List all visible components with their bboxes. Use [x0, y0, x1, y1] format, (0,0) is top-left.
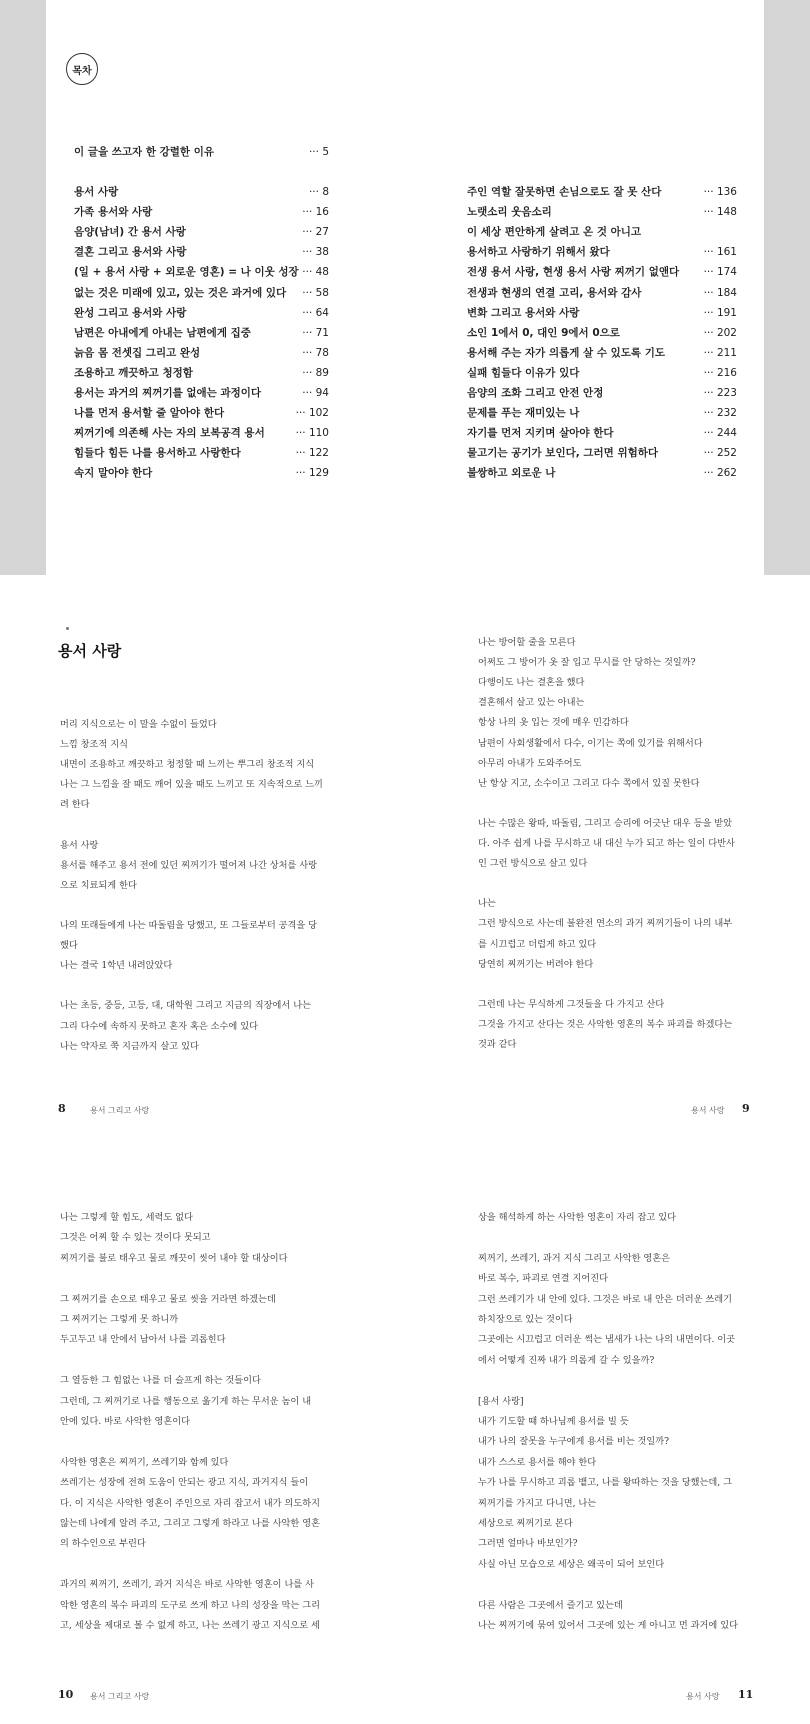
toc-entry: [74, 184, 329, 200]
toc-entry-page: ··· 202: [703, 326, 737, 339]
toc-entry-page: ··· 102: [295, 407, 329, 420]
body-line: 그 찌꺼기를 손으로 태우고 물로 씻을 거라면 하겠는데: [60, 1293, 276, 1305]
body-line: 나는 그렇게 할 힘도, 세력도 없다: [60, 1212, 193, 1223]
body-line: [용서 사랑]: [478, 1395, 524, 1407]
toc-entry: [74, 224, 329, 240]
toc-entry-title: 없는 것은 미래에 있고, 있는 것은 과거에 있다: [74, 286, 287, 299]
toc-entry-page: ··· 71: [302, 326, 329, 339]
body-line: 으로 치료되게 한다: [60, 879, 137, 891]
toc-entry-title: 노랫소리 웃음소리: [467, 206, 552, 219]
body-line: 찌꺼기, 쓰레기, 과거 지식 그리고 사악한 영혼은: [478, 1252, 670, 1264]
toc-entry-page: ··· 27: [302, 226, 329, 239]
toc-entry-title: 나를 먼저 용서할 줄 알아야 한다: [74, 407, 225, 420]
toc-entry: [74, 345, 329, 361]
page-margin-right: [764, 0, 810, 575]
body-line: 바로 복수, 파괴로 연결 지어진다: [478, 1273, 608, 1285]
toc-entry-title: 용서는 과거의 찌꺼기를 없애는 과정이다: [74, 387, 262, 399]
body-line: 느낌 창조적 지식: [60, 739, 128, 751]
body-line: 과거의 찌꺼기, 쓰레기, 과거 지식은 바로 사악한 영혼이 나를 사: [60, 1579, 315, 1591]
toc-entry-title: 실패 힘들다 이유가 있다: [467, 366, 580, 379]
body-line: 그런 쓰레기가 내 안에 있다. 그것은 바로 내 안은 더러운 쓰레기: [478, 1293, 733, 1305]
body-line: 나는: [478, 898, 496, 910]
toc-entry-title: 음양(남녀) 간 용서 사랑: [74, 226, 186, 239]
body-line: 아무리 아내가 도와주어도: [478, 757, 582, 769]
page-number-8: 8: [58, 1102, 66, 1115]
body-line: 안에 있다. 바로 사악한 영혼이다: [60, 1416, 190, 1427]
toc-entry: [74, 285, 329, 301]
toc-entry-title: (일 + 용서 사랑 + 외로운 영혼) = 나 이웃 성장: [74, 266, 299, 279]
body-line: 다른 사람은 그곳에서 즐기고 있는데: [478, 1599, 623, 1611]
toc-entry-page: ··· 174: [703, 266, 737, 279]
toc-entry-title: 전생과 현생의 연결 고리, 용서와 감사: [467, 286, 642, 299]
body-line: 를 시끄럽고 더럽게 하고 있다: [478, 938, 597, 950]
toc-entry: [467, 405, 737, 421]
toc-entry-title: 결혼 그리고 용서와 사랑: [74, 246, 187, 259]
toc-entry-title: 힘들다 힘든 나를 용서하고 사랑한다: [74, 447, 241, 460]
toc-entry-page: ··· 244: [703, 427, 737, 440]
toc-entry: [74, 305, 329, 321]
page-number-9: 9: [742, 1102, 750, 1115]
toc-entry-page: ··· 110: [295, 427, 329, 440]
toc-entry: [74, 365, 329, 381]
toc-entry-title: 완성 그리고 용서와 사랑: [74, 306, 187, 319]
toc-entry: [74, 325, 329, 341]
toc-entry-title: 변화 그리고 용서와 사랑: [467, 306, 580, 319]
body-line: 나는 방어할 줄을 모른다: [478, 637, 576, 648]
toc-entry-title: 이 세상 편안하게 살려고 온 것 아니고: [467, 226, 642, 239]
toc-entry: [74, 445, 329, 461]
toc-entry-page: ··· 89: [302, 366, 329, 379]
body-line: 하치장으로 있는 것이다: [478, 1314, 573, 1325]
toc-entry: [467, 305, 737, 321]
running-head-right-2: 용서 사랑: [686, 1692, 720, 1701]
toc-entry-page: ··· 16: [302, 206, 329, 219]
toc-entry: [467, 264, 737, 280]
toc-entry-title: 찌꺼기에 의존해 사는 자의 보복공격 용서: [74, 427, 265, 440]
body-line: 두고두고 내 안에서 남아서 나를 괴롭힌다: [60, 1334, 226, 1346]
body-line: 그 열등한 그 힘없는 나를 더 슬프게 하는 것들이다: [60, 1375, 261, 1387]
running-head-left-2: 용서 그리고 사랑: [90, 1692, 150, 1701]
body-line: 나는 초등, 중등, 고등, 대, 대학원 그리고 지금의 직장에서 나는: [60, 1000, 311, 1012]
body-line: 남편이 사회생활에서 다수, 이기는 쪽에 있기를 위해서다: [478, 737, 703, 749]
body-line: 그것을 가지고 산다는 것은 사악한 영혼의 복수 파괴를 하겠다는: [478, 1018, 733, 1030]
body-line: 그런데, 그 찌꺼기로 나를 행동으로 옮기게 하는 무서운 놈이 내: [60, 1395, 312, 1407]
body-line: 의 하수인으로 부린다: [60, 1538, 146, 1550]
body-line: 다. 아주 쉽게 나를 무시하고 내 대신 누가 되고 하는 일이 다반사: [478, 838, 735, 849]
body-line: 내가 나의 잘못을 누구에게 용서를 비는 것일까?: [478, 1436, 670, 1448]
toc-entry: [74, 465, 329, 481]
body-line: 쓰레기는 성장에 전혀 도움이 안되는 광고 지식, 과거지식 들이: [60, 1477, 309, 1489]
toc-entry-page: ··· 38: [302, 246, 329, 259]
body-line: 나는 약자로 쭉 지금까지 살고 있다: [60, 1040, 199, 1052]
body-line: 악한 영혼의 복수 파괴의 도구로 쓰게 하고 나의 성장을 막는 그리: [60, 1599, 320, 1611]
body-line: 나의 또래들에게 나는 따돌림을 당했고, 또 그들로부터 공격을 당: [60, 920, 318, 931]
body-line: 나는 결국 1학년 내려앉았다: [60, 960, 173, 972]
body-line: 그런데 나는 무식하게 그것들을 다 가지고 산다: [478, 998, 665, 1010]
body-line: 사악한 영혼은 찌꺼기, 쓰레기와 함께 있다: [60, 1456, 229, 1468]
toc-entry-title: 용서하고 사랑하기 위해서 왔다: [467, 246, 610, 259]
toc-entry-page: ··· 223: [703, 387, 737, 399]
toc-entry-page: ··· 122: [295, 447, 329, 460]
toc-entry-title: 주인 역할 잘못하면 손님으로도 잘 못 산다: [467, 186, 662, 198]
toc-entry: [74, 425, 329, 441]
toc-entry-title: 불쌍하고 외로운 나: [467, 467, 556, 480]
toc-entry: [467, 445, 737, 461]
body-line: 내가 기도할 때 하나님께 용서를 빌 듯: [478, 1416, 629, 1427]
toc-entry-page: ··· 148: [703, 206, 737, 219]
body-line: 내면이 조용하고 깨끗하고 청정할 때 느끼는 뿌그리 창조적 지식: [60, 759, 315, 771]
chapter-title: 용서 사랑: [58, 642, 122, 660]
body-line: 다. 이 지식은 사악한 영혼이 주인으로 자리 잡고서 내가 의도하지: [60, 1497, 320, 1509]
toc-entry-title: 늙음 몸 전셋집 그리고 완성: [74, 346, 201, 359]
toc-entry-page: ··· 78: [302, 346, 329, 359]
body-line: 난 항상 지고, 소수이고 그리고 다수 쪽에서 있질 못한다: [478, 777, 700, 789]
toc-entry: [74, 385, 329, 401]
toc-entry-page: ··· 191: [703, 306, 737, 319]
body-line: 찌꺼기를 불로 태우고 물로 깨끗이 씻어 내야 할 대상이다: [60, 1252, 288, 1264]
body-line: 당연히 찌꺼기는 버려야 한다: [478, 958, 594, 970]
toc-entry-page: ··· 232: [703, 407, 737, 420]
body-line: 내가 스스로 용서를 해야 한다: [478, 1456, 597, 1468]
toc-entry: [467, 184, 737, 200]
toc-entry-title: 문제를 푸는 재미있는 나: [467, 407, 580, 420]
body-line: 다행이도 나는 결혼을 했다: [478, 677, 585, 689]
body-line: 누가 나를 무시하고 괴롭 뱉고, 나를 왕따하는 것을 당했는데, 그: [478, 1477, 733, 1489]
toc-entry-title: 용서해 주는 자가 의롭게 살 수 있도록 기도: [467, 346, 666, 359]
toc-entry: [467, 385, 737, 401]
body-line: 나는 그 느낌을 잘 때도 깨어 있을 때도 느끼고 또 지속적으로 느끼: [60, 779, 323, 791]
body-line: 찌꺼기를 가지고 다니면, 나는: [478, 1497, 597, 1509]
body-line: 그곳에는 시끄럽고 더러운 썩는 냄새가 나는 나의 내면이다. 이곳: [478, 1334, 736, 1346]
toc-entry-page: ··· 5: [308, 146, 329, 158]
toc-entry-title: 남편은 아내에게 아내는 남편에게 집중: [74, 326, 251, 339]
body-line: 용서를 해주고 용서 전에 있던 찌꺼기가 떨어져 나간 상처를 사랑: [60, 859, 318, 871]
running-head-right: 용서 사랑: [691, 1106, 725, 1115]
body-line: 머리 지식으로는 이 말을 수없이 들었다: [60, 719, 217, 730]
toc-entry-title: 물고기는 공기가 보인다, 그러면 위험하다: [467, 447, 659, 460]
toc-entry-page: ··· 94: [302, 387, 329, 399]
toc-entry-page: ··· 161: [703, 246, 737, 259]
body-line: 어쩌도 그 방어가 옷 잘 입고 무시를 안 당하는 것일까?: [478, 657, 696, 669]
toc-entry: [467, 285, 737, 301]
toc-entry: [74, 204, 329, 220]
body-line: 나는 수많은 왕따, 따돌림, 그리고 승리에 어긋난 대우 등을 받았: [478, 817, 733, 829]
toc-entry-title: 속지 말아야 한다: [74, 467, 153, 480]
page-number-10: 10: [58, 1688, 74, 1701]
toc-entry-title: 전생 용서 사랑, 현생 용서 사랑 찌꺼기 없앤다: [467, 266, 680, 279]
toc-entry-title: 조용하고 깨끗하고 청정함: [74, 366, 193, 379]
body-line: 고, 세상을 제대로 볼 수 없게 하고, 나는 쓰레기 광고 지식으로 세: [60, 1620, 320, 1631]
page-number-11: 11: [738, 1688, 754, 1701]
body-line: 않는데 나에게 알려 주고, 그리고 그렇게 하라고 나를 사악한 영혼: [60, 1518, 320, 1529]
toc-entry-page: ··· 262: [703, 467, 737, 480]
toc-entry: [467, 325, 737, 341]
toc-entry: [74, 244, 329, 260]
body-line: 것과 같다: [478, 1039, 517, 1050]
body-line: 그 찌꺼기는 그렇게 못 하니까: [60, 1314, 179, 1325]
toc-entry: [467, 465, 737, 481]
toc-entry-page: ··· 252: [703, 447, 737, 460]
body-line: 세상으로 찌꺼기로 본다: [478, 1518, 573, 1529]
body-line: 나는 찌꺼기에 묶여 있어서 그곳에 있는 게 아니고 먼 과거에 있다: [478, 1620, 738, 1631]
body-line: 그것은 어찌 할 수 있는 것이다 못되고: [60, 1232, 211, 1244]
body-line: 에서 어떻게 진짜 내가 의롭게 갈 수 있을까?: [478, 1354, 655, 1366]
body-line: 했다: [60, 940, 78, 952]
toc-entry: [467, 224, 737, 240]
toc-entry-page: ··· 8: [308, 186, 329, 198]
toc-entry-page: ··· 211: [703, 346, 737, 359]
toc-entry: [467, 425, 737, 441]
body-line: 결혼해서 살고 있는 아내는: [478, 697, 585, 709]
toc-entry-page: ··· 129: [295, 467, 329, 480]
toc-entry-page: ··· 48: [302, 266, 329, 279]
toc-entry: [74, 264, 329, 280]
page-margin-left: [0, 0, 46, 575]
toc-entry-page: ··· 58: [302, 286, 329, 299]
toc-entry-title: 자기를 먼저 지키며 살아야 한다: [467, 427, 614, 440]
toc-entry-title: 음양의 조화 그리고 안전 안정: [467, 387, 604, 399]
body-line: 인 그런 방식으로 살고 있다: [478, 858, 588, 870]
toc-entry-title: 용서 사랑: [74, 186, 119, 198]
toc-entry-title: 소인 1에서 0, 대인 9에서 0으로: [467, 326, 620, 339]
toc-entry-page: ··· 216: [703, 366, 737, 379]
body-line: 사실 아닌 모습으로 세상은 왜곡이 되어 보인다: [478, 1558, 665, 1570]
body-line: 려 한다: [60, 799, 90, 811]
toc-entry-title: 이 글을 쓰고자 한 강렬한 이유: [74, 146, 214, 158]
toc-entry: [467, 204, 737, 220]
toc-entry-title: 가족 용서와 사랑: [74, 206, 153, 219]
toc-entry: [74, 144, 329, 160]
title-marker-dot: [66, 627, 69, 630]
body-line: 상을 해석하게 하는 사악한 영혼이 자리 잡고 있다: [478, 1212, 676, 1223]
body-line: 그런 방식으로 사는데 불완전 연소의 과거 찌꺼기들이 나의 내부: [478, 918, 733, 930]
body-line: 그리 다수에 속하지 못하고 혼자 혹은 소수에 있다: [60, 1020, 258, 1032]
toc-entry: [74, 405, 329, 421]
toc-entry: [467, 365, 737, 381]
toc-entry: [467, 244, 737, 260]
toc-badge: 목차: [66, 53, 98, 85]
body-line: 항상 나의 옷 입는 것에 매우 민감하다: [478, 717, 629, 729]
toc-entry-page: ··· 184: [703, 286, 737, 299]
toc-entry: [467, 345, 737, 361]
toc-entry-page: ··· 136: [703, 186, 737, 198]
running-head-left: 용서 그리고 사랑: [90, 1106, 150, 1115]
toc-entry-page: ··· 64: [302, 306, 329, 319]
body-line: 그러면 얼마나 바보인가?: [478, 1538, 578, 1550]
body-line: 용서 사랑: [60, 839, 99, 851]
